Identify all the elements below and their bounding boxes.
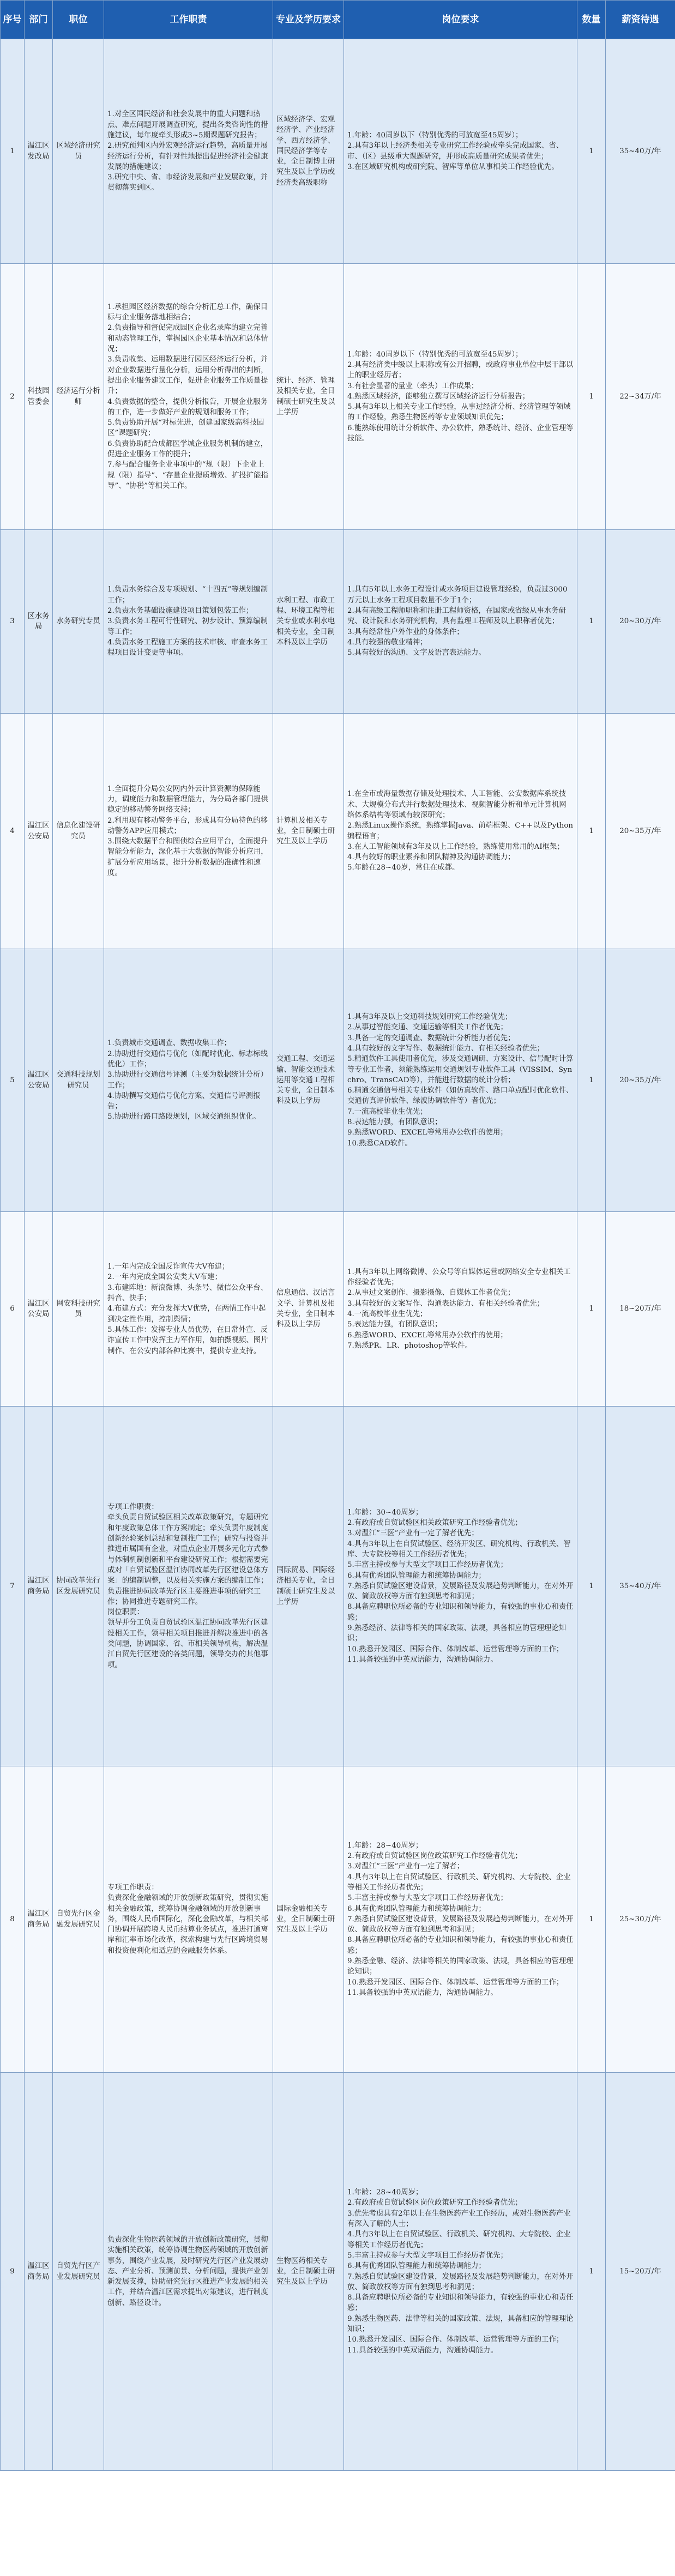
cell-line: 3.具备一定的交通调查、数据统计分析能力者优先；	[347, 1034, 515, 1042]
table-row	[1, 1212, 675, 1407]
cell-line: 35~40万/年	[619, 1582, 661, 1590]
cell-dept	[25, 39, 53, 264]
cell-line: 3.布建阵地：新浪微博、头条号、微信公众平台、抖音、快手；	[107, 1283, 268, 1303]
cell-line: 7.参与配合服务企业事项中的“规（限）下企业上规（限）指导”、“存量企业提质增效、扩投扩能指导”、“协税”等相关工作。	[107, 461, 268, 490]
cell-line: 2.利用现有移动警务平台，形成具有分局特色的移动警务APP应用模式；	[107, 816, 268, 835]
cell-line: 2	[10, 392, 15, 401]
cell-line: 1.负责水务综合及专项规划、“十四五”等规划编制工作；	[107, 586, 268, 605]
header-salary: 薪资待遇	[606, 1, 675, 39]
cell-line: 2.具有高级工程师职称和注册工程师资格，在国家或省级从事水务研究、设计院和水务研究机构，具有监理工程师及以上职称者优先；	[347, 607, 566, 626]
cell-line: 温江区公安局	[27, 822, 50, 841]
cell-line: 2.有政府或自贸试验区岗位政策研究工作经验者优先；	[347, 1852, 522, 1861]
cell-line: 2.协助进行交通信号优化（如配时优化、标志标线优化）工作；	[107, 1049, 268, 1069]
cell-position	[53, 530, 104, 714]
cell-line: 科技园管委会	[27, 387, 50, 406]
cell-salary	[606, 1407, 675, 1766]
cell-line: 6.负责协助配合成都医学城企业服务机制的建立，促进企业服务工作的提升；	[107, 439, 268, 459]
cell-salary	[606, 530, 675, 714]
cell-line: 4.具有较好的职业素养和团队精神及沟通协调能力；	[347, 853, 515, 862]
cell-duties	[104, 264, 273, 530]
cell-line: 4.一流高校毕业生优先；	[347, 1310, 427, 1318]
cell-count	[577, 2073, 606, 2471]
cell-salary	[606, 1766, 675, 2073]
cell-line: 2.一年内完成全国公安类大V布建；	[107, 1273, 222, 1282]
cell-line: 4.具有3年以上在自贸试验区、行政机关、研究机构、大专院校、企业等相关工作经历者优先；	[347, 1873, 571, 1892]
cell-line: 6.具有优秀团队管理能力和统筹协调能力；	[347, 1571, 486, 1580]
cell-dept	[25, 1766, 53, 2073]
cell-line: 1.年龄：30~40周岁；	[347, 1508, 423, 1517]
cell-line: 4.熟悉区域经济，能够独立撰写区域经济运行分析报告；	[347, 392, 530, 401]
cell-major	[273, 1212, 344, 1407]
cell-line: 20~35万/年	[619, 827, 661, 835]
cell-line: 温江区商务局	[27, 1910, 50, 1929]
cell-line: 5.具有较好的沟通、文字及语言表达能力。	[347, 649, 486, 657]
cell-major	[273, 949, 344, 1212]
cell-line: 领导并分工负责自贸试验区温江协同改革先行区建设相关工作，领导相关项目推进并解决推进中的各类问题，协调国家、省、市相关领导机构，解决温江自贸先行区建设的各类问题，领导交办的其他事项。	[107, 1619, 268, 1669]
cell-line: 1.具有3年及以上交通科技规划研究工作经验优先；	[347, 1013, 513, 1022]
cell-no	[1, 1407, 25, 1766]
cell-line: 水务研究专员	[56, 617, 100, 626]
cell-line: 4.具有较强的敬业精神；	[347, 638, 427, 647]
cell-line: 20~35万/年	[619, 1076, 661, 1084]
cell-line: 8	[10, 1915, 15, 1923]
cell-salary	[606, 714, 675, 949]
cell-no	[1, 530, 25, 714]
header-duties: 工作职责	[104, 1, 273, 39]
header-no: 序号	[1, 1, 25, 39]
cell-line: 9.熟悉生物医药、法律等相关的国家政策、法规，具备相应的管理理论知识；	[347, 2314, 574, 2333]
cell-no	[1, 1212, 25, 1407]
cell-line: 1.承担园区经济数据的综合分析汇总工作，确保目标与企业服务落地相结合；	[107, 303, 268, 322]
cell-dept	[25, 714, 53, 949]
cell-salary	[606, 2073, 675, 2471]
cell-line: 3.负责水务工程可行性研究、初步设计、预算编制等工作；	[107, 617, 268, 636]
cell-line: 1	[589, 1076, 594, 1084]
cell-line: 8.表达能力强，有团队意识；	[347, 1118, 442, 1127]
cell-line: 交通科技规划研究员	[56, 1071, 100, 1090]
cell-line: 5.丰富主持或参与大型文字项目工作经历者优先；	[347, 1561, 508, 1570]
cell-line: 18~20万/年	[619, 1305, 661, 1313]
cell-line: 3.负责收集、运用数据进行园区经济运行分析，并对企业数据进行量化分析，运用分析得出的判断，提出企业服务建议工作，促进企业服务工作质量提升；	[107, 355, 268, 396]
cell-line: 1.一年内完成全国反诈宣传大V布建；	[107, 1263, 230, 1271]
cell-major	[273, 1766, 344, 2073]
cell-line: 10.熟悉开发园区、国际合作、体制改革、运营管理等方面的工作；	[347, 2336, 564, 2344]
cell-line: 1.年龄：28~40周岁；	[347, 2188, 423, 2197]
cell-line: 5.表达能力强，有团队意识；	[347, 1320, 442, 1329]
cell-line: 6.能熟练使用统计分析软件、办公软件，熟悉统计、经济、企业管理等技能。	[347, 424, 574, 443]
cell-line: 5.协助进行路口路段规划，区域交通组织优化。	[107, 1113, 261, 1121]
table-row	[1, 714, 675, 949]
cell-count	[577, 714, 606, 949]
cell-count	[577, 1766, 606, 2073]
cell-count	[577, 1212, 606, 1407]
table-row	[1, 530, 675, 714]
cell-line: 1.负责城市交通调查、数据收集工作；	[107, 1039, 232, 1048]
cell-position	[53, 949, 104, 1212]
cell-line: 2.有政府或自贸试验区相关政策研究工作经验者优先；	[347, 1519, 522, 1528]
cell-requirements	[344, 1766, 577, 2073]
cell-dept	[25, 2073, 53, 2471]
cell-major	[273, 39, 344, 264]
cell-line: 网安科技研究员	[56, 1299, 100, 1318]
cell-no	[1, 714, 25, 949]
cell-line: 1.年龄：40周岁以下（特别优秀的可放宽至45周岁）；	[347, 350, 523, 359]
cell-line: 2.从事过智能交通、交通运输等相关工作者优先；	[347, 1023, 508, 1032]
cell-count	[577, 949, 606, 1212]
cell-dept	[25, 1407, 53, 1766]
cell-line: 国际贸易、国际经济相关专业，全日制硕士研究生及以上学历	[276, 1566, 335, 1606]
cell-duties	[104, 1766, 273, 2073]
table-row	[1, 39, 675, 264]
cell-line: 2.负责指导和督促完成园区企业名录库的建立完善和动态管理工作，掌握园区企业基本情况和总体情况；	[107, 324, 268, 354]
cell-line: 7.熟悉PR、LR、photoshop等软件。	[347, 1341, 472, 1350]
table-row	[1, 2073, 675, 2471]
cell-line: 1	[589, 392, 594, 401]
cell-line: 信息化建设研究员	[56, 822, 100, 841]
cell-line: 温江区商务局	[27, 1577, 50, 1596]
cell-requirements	[344, 2073, 577, 2471]
cell-dept	[25, 530, 53, 714]
cell-line: 信息通信、汉语言文学、计算机及相关专业，全日制本科及以上学历	[276, 1289, 335, 1329]
cell-line: 2.熟悉Linux操作系统，熟练掌握Java、前端框架、C++以及Python编程语言；	[347, 822, 574, 841]
cell-line: 20~30万/年	[619, 617, 661, 626]
cell-line: 4.具有3年以上在自贸试验区、行政机关、研究机构、大专院校、企业等相关工作经历者优先；	[347, 2230, 571, 2249]
cell-line: 1	[10, 147, 15, 155]
cell-line: 生物医药相关专业，全日制硕士研究生及以上学历	[276, 2257, 335, 2287]
cell-duties	[104, 949, 273, 1212]
cell-line: 1.年龄：40周岁以下（特别优秀的可放宽至45周岁）；	[347, 131, 523, 140]
cell-line: 1.具有5年以上水务工程设计或水务项目建设管理经验，负责过3000万元以上水务工程项目数量不少于1个；	[347, 586, 568, 605]
cell-no	[1, 949, 25, 1212]
cell-line: 4.协助撰写交通信号优化方案、交通信号评测报告；	[107, 1091, 261, 1111]
cell-line: 计算机及相关专业，全日制硕士研究生及以上学历	[276, 816, 335, 846]
cell-line: 5.精通软件工具使用者优先，涉及交通调研、方案设计、信号配时计算等专业工作者，须能熟练运用交通规划专业软件工具（VISSIM、Synchro、TransCAD等），并能进行数据的统计分析；	[347, 1055, 574, 1084]
cell-line: 11.具备较强的中英双语能力，沟通协调能力。	[347, 2346, 498, 2355]
cell-salary	[606, 949, 675, 1212]
cell-no	[1, 39, 25, 264]
cell-line: 8.具备应聘职位所必备的专业知识和领导能力，有较强的事业心和责任感；	[347, 1936, 574, 1955]
cell-dept	[25, 949, 53, 1212]
cell-line: 6.具有优秀团队管理能力和统筹协调能力；	[347, 1904, 486, 1913]
cell-requirements	[344, 949, 577, 1212]
cell-line: 自贸先行区金融发展研究员	[56, 1910, 100, 1929]
cell-major	[273, 714, 344, 949]
cell-line: 协同改革先行区发展研究员	[56, 1577, 100, 1596]
cell-line: 温江区商务局	[27, 2262, 50, 2281]
cell-line: 10.熟悉开发园区、国际合作、体制改革、运营管理等方面的工作；	[347, 1645, 564, 1654]
cell-position	[53, 264, 104, 530]
cell-line: 2.具有3年以上经济类相关专业研究工作经验或牵头完成国家、省、市、（区）县级重大课题研究，并形成高质量研究成果者优先；	[347, 142, 564, 161]
cell-salary	[606, 39, 675, 264]
cell-line: 3	[10, 617, 15, 626]
cell-line: 5.具有3年以上相关专业工作经验，从事过经济分析、经济管理等领域的工作经验，熟悉生物医药等专业领域知识优先；	[347, 403, 571, 422]
cell-line: 4	[10, 827, 15, 835]
cell-line: 35~40万/年	[619, 147, 661, 155]
cell-count	[577, 1407, 606, 1766]
cell-line: 5.具体工作：发挥专业人员优势，在日常外宣、反诈宣传工作中发挥主力军作用，如拍摄视频、图片制作、在公安内部各种比赛中，提供专业支持。	[107, 1325, 268, 1355]
cell-line: 11.具备较强的中英双语能力，沟通协调能力。	[347, 1988, 498, 1997]
cell-line: 3.在人工智能领域有3年及以上工作经验，熟练使用常用的AI框架；	[347, 842, 564, 851]
cell-line: 温江区公安局	[27, 1071, 50, 1090]
header-count: 数量	[577, 1, 606, 39]
cell-duties	[104, 1212, 273, 1407]
cell-line: 负责深化生物医药领域的开放创新政策研究，贯彻实施相关政策，统筹协调生物医药领域的开放创新事务，围绕产业发展，及时研究先行区产业发展动态、产业分析、预测前景、分析问题，提供产业创新发展支撑，协助研究先行区推进产业发展的相关工作，并结合温江区需求提出对策建议，进行制度创新、路径设计。	[107, 2235, 268, 2307]
cell-line: 1	[589, 2267, 594, 2276]
table-row	[1, 1766, 675, 2073]
cell-line: 岗位职责：	[107, 1608, 144, 1617]
cell-line: 1.全面提升分局公安网内外云计算资源的保障能力，调度能力和数据管理能力，为分局各部门提供稳定的移动警务网络支持；	[107, 785, 268, 815]
cell-major	[273, 264, 344, 530]
cell-line: 区水务局	[27, 612, 50, 631]
cell-line: 交通工程、交通运输、智能交通技术运用等交通工程相关专业，全日制本科及以上学历	[276, 1055, 335, 1106]
cell-line: 4.具有较好的文字写作、数据统计能力、有相关经验者优先；	[347, 1044, 544, 1053]
cell-line: 温江区发改局	[27, 142, 50, 161]
cell-line: 7.熟悉自贸试验区建设背景，发展路径及发展趋势判断能力，在对外开放、简政放权等方面有独到思考和洞见；	[347, 1582, 574, 1601]
cell-duties	[104, 1407, 273, 1766]
cell-line: 10.熟悉CAD软件。	[347, 1139, 412, 1148]
cell-line: 2.具有经济类中级以上职称或有公开招聘，或政府事业单位中层干部以上的职业经历者；	[347, 360, 574, 380]
table-row	[1, 1407, 675, 1766]
cell-duties	[104, 530, 273, 714]
cell-line: 1.对全区国民经济和社会发展中的重大问题和热点、难点问题开展调查研究，提出各类咨询性的措施建议，每年度牵头形成3~5期课题研究报告；	[107, 110, 268, 140]
cell-line: 7.一流高校毕业生优先；	[347, 1107, 427, 1116]
cell-line: 9.熟悉金融、经济、法律等相关的国家政策、法规，具备相应的管理理论知识；	[347, 1957, 574, 1976]
cell-line: 自贸先行区产业发展研究员	[56, 2262, 100, 2281]
cell-line: 2.有政府或自贸试验区岗位政策研究工作经验者优先；	[347, 2199, 522, 2207]
cell-line: 1	[589, 827, 594, 835]
cell-line: 3.在区域研究机构或研究院、智库等单位从事相关工作经验优先。	[347, 162, 559, 171]
cell-requirements	[344, 714, 577, 949]
cell-line: 统计、经济、管理及相关专业，全日制硕士研究生及以上学历	[276, 376, 335, 417]
cell-requirements	[344, 39, 577, 264]
cell-dept	[25, 1212, 53, 1407]
cell-line: 6	[10, 1305, 15, 1313]
cell-line: 负责深化金融领域的开放创新政策研究，贯彻实施相关金融政策，统筹协调金融领域的开放创新事务，围绕人民币国际化，深化金融改革，与相关部门协调开展跨境人民币结算业务试点，推进打通离岸和汇率市场化改革，探索构建与先行区跨境贸易和投资便利化相适应的金融服务体系。	[107, 1894, 268, 1955]
cell-line: 3.对温江“三医”产业有一定了解者；	[347, 1862, 464, 1871]
cell-line: 2.从事过文案创作、摄影摄像、自媒体工作者优先；	[347, 1289, 515, 1298]
cell-position	[53, 39, 104, 264]
cell-line: 4.具有3年以上在自贸试验区、经济开发区、研究机构、行政机关、智库、大专院校等相关工作经历者优先；	[347, 1540, 571, 1559]
cell-salary	[606, 1212, 675, 1407]
table-header-row	[1, 1, 675, 39]
cell-line: 牵头负责自贸试验区相关改革政策研究，专题研究和年度政策总体工作方案制定；牵头负责年度制度创新经验案例总结和复制推广工作；研究与投资并推进市属国有企业，对重点企业开展多元化方式参与体制机制创新和平台建设研究工作；根据需要完成对「自贸试验区温江协同改革先行区建设总体方案」的编制调整，以及相关实施方案的编制工作；负责推进协同改革先行区主要推进事项的研究工作；协同推进专题研究工作。	[107, 1513, 268, 1606]
cell-line: 1	[589, 617, 594, 626]
cell-line: 22~34万/年	[619, 392, 661, 401]
cell-line: 专项工作职责：	[107, 1883, 159, 1892]
cell-line: 5.负责协助开展“对标先进，创建国家级高科技园区”课题研究；	[107, 419, 264, 438]
cell-count	[577, 39, 606, 264]
cell-line: 10.熟悉开发园区、国际合作、体制改革、运营管理等方面的工作；	[347, 1978, 564, 1987]
cell-line: 1.在全市或海量数据存储及处理技术、人工智能、公安数据库系统技术、大规模分布式并行数据处理技术、视频智能分析和单元计算机网络体系结构等领域有较深研究；	[347, 790, 566, 819]
cell-salary	[606, 264, 675, 530]
cell-line: 7.熟悉自贸试验区建设背景，发展路径及发展趋势判断能力，在对外开放、简政放权等方面有独到思考和洞见；	[347, 2272, 574, 2291]
cell-line: 4.负责数据的整合，提供分析报告，开展企业服务的工作，进一步做好产业的规划和服务工作；	[107, 397, 268, 417]
cell-line: 3.有社会显著的量业（牵头）工作成果；	[347, 382, 479, 390]
cell-line: 1	[589, 147, 594, 155]
cell-line: 3.对温江“三医”产业有一定了解者优先；	[347, 1529, 479, 1538]
cell-position	[53, 1407, 104, 1766]
cell-position	[53, 2073, 104, 2471]
table-row	[1, 264, 675, 530]
cell-position	[53, 1766, 104, 2073]
cell-dept	[25, 264, 53, 530]
cell-no	[1, 2073, 25, 2471]
cell-line: 6.精通交通信号相关专业软件（如仿真软件、路口单点配时优化软件、交通仿真评价软件、绿波协调软件等）者优先；	[347, 1087, 574, 1106]
cell-line: 7	[10, 1582, 15, 1590]
cell-line: 2.研究预判区内外宏观经济运行趋势，高质量开展经济运行分析，有针对性地提出促进经济社会健康发展的措施建议；	[107, 142, 268, 171]
cell-line: 1.年龄：28~40周岁；	[347, 1841, 423, 1850]
cell-line: 1	[589, 1915, 594, 1923]
cell-line: 区域经济研究员	[56, 142, 100, 161]
cell-requirements	[344, 530, 577, 714]
cell-duties	[104, 39, 273, 264]
cell-line: 3.围绕大数据平台和图侦综合应用平台，全面提升智能分析能力，深化基于大数据的智能分析应用，扩展分析应用场景，提升分析数据的准确性和速度。	[107, 837, 268, 878]
header-major: 专业及学历要求	[273, 1, 344, 39]
cell-line: 9.熟悉经济、法律等相关的国家政策、法规，具备相应的管理理论知识；	[347, 1624, 566, 1643]
cell-duties	[104, 2073, 273, 2471]
cell-line: 11.具备较强的中英双语能力，沟通协调能力。	[347, 1655, 498, 1664]
cell-duties	[104, 714, 273, 949]
cell-no	[1, 264, 25, 530]
cell-line: 温江区公安局	[27, 1299, 50, 1318]
cell-no	[1, 1766, 25, 2073]
cell-line: 3.协助进行交通信号评测（主要为数据统计分析）工作；	[107, 1071, 268, 1090]
cell-line: 5.丰富主持或参与大型文字项目工作经历者优先；	[347, 2251, 508, 2260]
table-row	[1, 949, 675, 1212]
cell-line: 水利工程、市政工程、环境工程等相关专业或水利水电相关专业，全日制本科及以上学历	[276, 596, 335, 647]
cell-major	[273, 530, 344, 714]
cell-line: 4.负责水务工程施工方案的技术审核、审查水务工程项目设计变更等事项。	[107, 638, 268, 657]
cell-line: 3.优先考虑具有2年以上在生物医药产业工作经历，或对生物医药产业有深入了解的人士；	[347, 2209, 571, 2229]
cell-line: 25~30万/年	[619, 1915, 661, 1923]
header-dept: 部门	[25, 1, 53, 39]
cell-line: 3.研究中央、省、市经济发展和产业发展政策，并贯彻落实到区。	[107, 173, 268, 192]
cell-line: 区域经济学、宏观经济学、产业经济学、西方经济学、国民经济学等专业，全日制博士研究生及以上学历或经济类高级职称	[276, 115, 335, 187]
cell-position	[53, 714, 104, 949]
cell-line: 1	[589, 1305, 594, 1313]
cell-line: 1.具有3年以上网络微博、公众号等自媒体运营或网络安全专业相关工作经验者优先；	[347, 1268, 571, 1287]
cell-line: 5	[10, 1076, 15, 1084]
cell-line: 8.具备应聘职位所必备的专业知识和领导能力，有较强的事业心和责任感；	[347, 1603, 574, 1622]
cell-line: 5.年龄在28~40岁，常住在成都。	[347, 864, 460, 872]
cell-line: 3.具有较好的文案写作、沟通表达能力、有相关经验者优先；	[347, 1299, 544, 1308]
cell-line: 专项工作职责：	[107, 1503, 159, 1512]
cell-line: 15~20万/年	[619, 2267, 661, 2276]
cell-count	[577, 530, 606, 714]
cell-requirements	[344, 1212, 577, 1407]
header-requirements: 岗位要求	[344, 1, 577, 39]
cell-line: 3.具有经常性户外作业的身体条件；	[347, 628, 464, 636]
cell-line: 9	[10, 2267, 15, 2276]
cell-line: 2.负责水务基础设施建设项目策划包装工作；	[107, 607, 254, 616]
cell-line: 国际金融相关专业，全日制硕士研究生及以上学历	[276, 1904, 335, 1934]
cell-line: 1	[589, 1582, 594, 1590]
cell-line: 7.熟悉自贸试验区建设背景，发展路径及发展趋势判断能力，在对外开放、简政放权等方面有独到思考和洞见；	[347, 1915, 574, 1934]
table-body	[1, 39, 675, 2471]
cell-line: 6.熟悉WORD、EXCEL等常用办公软件的使用；	[347, 1331, 508, 1340]
cell-requirements	[344, 264, 577, 530]
cell-major	[273, 2073, 344, 2471]
cell-line: 6.具有优秀团队管理能力和统筹协调能力；	[347, 2262, 486, 2271]
cell-line: 经济运行分析师	[56, 387, 100, 406]
cell-major	[273, 1407, 344, 1766]
cell-line: 9.熟悉WORD、EXCEL等常用办公软件的使用；	[347, 1129, 508, 1137]
cell-line: 4.布建方式：充分发挥大V优势，在两情工作中起到决定性作用，控制舆情；	[107, 1305, 266, 1324]
cell-line: 5.丰富主持或参与大型文字项目工作经历者优先；	[347, 1894, 508, 1903]
header-position: 职位	[53, 1, 104, 39]
cell-count	[577, 264, 606, 530]
cell-line: 8.具备应聘职位所必备的专业知识和领导能力，有较强的事业心和责任感；	[347, 2294, 574, 2313]
cell-requirements	[344, 1407, 577, 1766]
cell-position	[53, 1212, 104, 1407]
